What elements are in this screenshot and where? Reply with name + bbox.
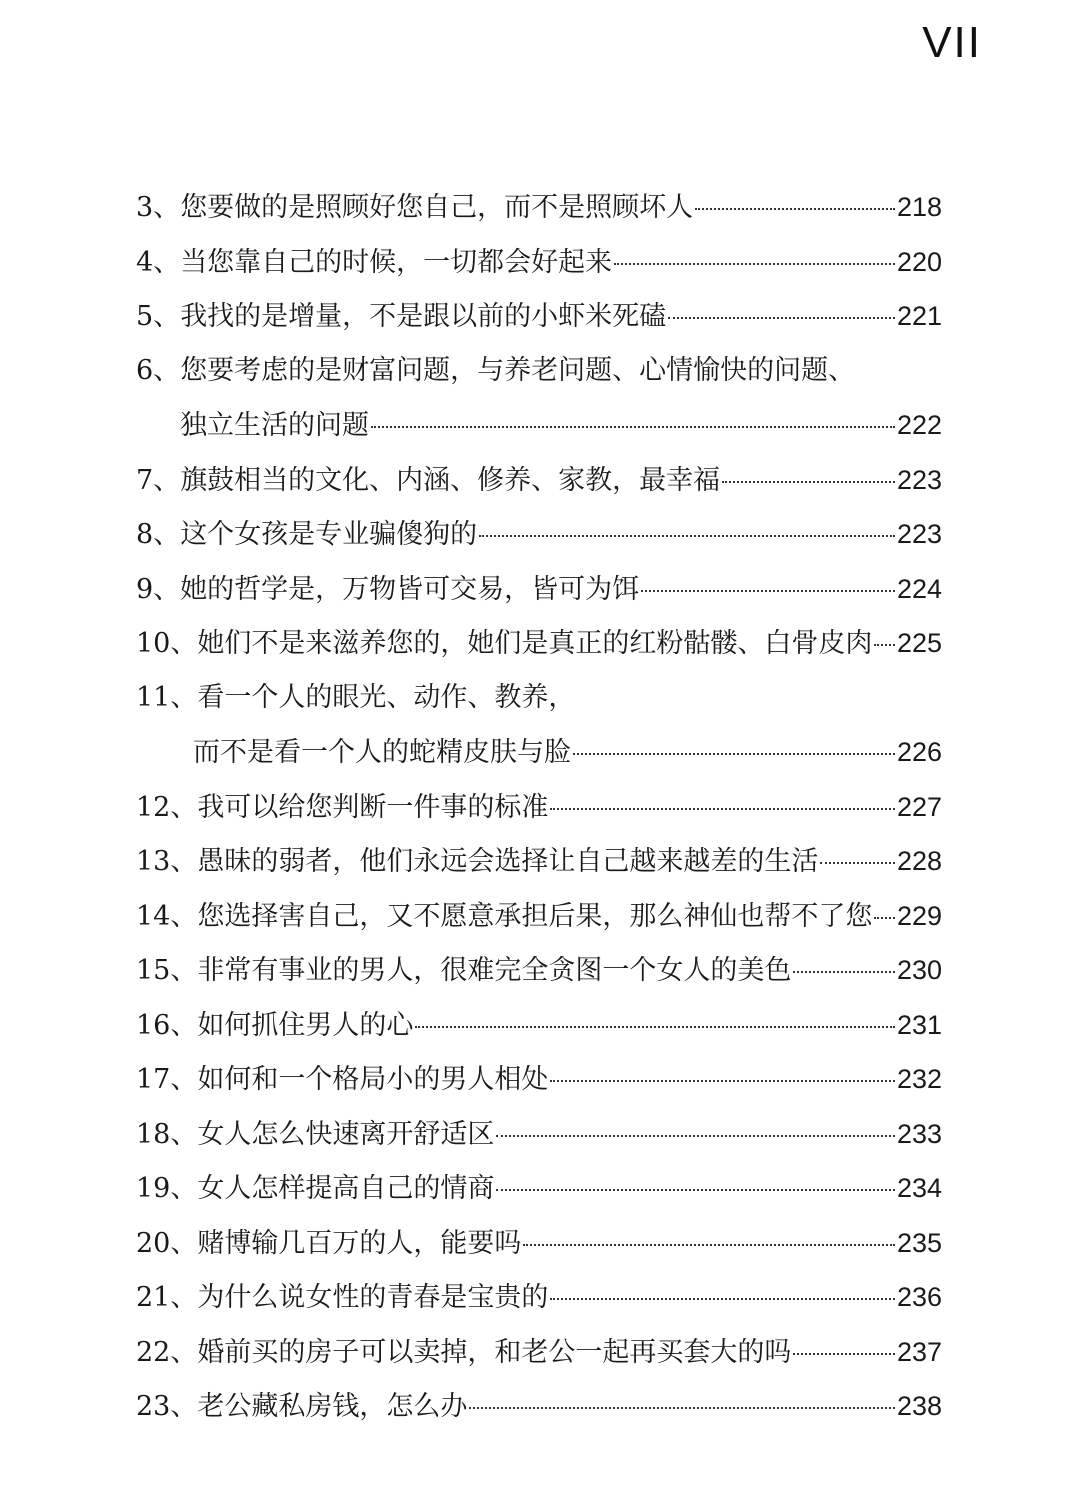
toc-line <box>136 1052 942 1107</box>
toc-entry-13 <box>136 834 942 889</box>
toc-entry-23 <box>136 1379 942 1434</box>
toc-entry-8 <box>136 507 942 562</box>
dot-leader <box>415 1026 895 1028</box>
entry-number: 7、 <box>136 464 181 496</box>
toc-entry-15 <box>136 943 942 998</box>
toc-line <box>136 344 942 399</box>
entry-title: 婚前买的房子可以卖掉，和老公一起再买套大的吗 <box>197 1336 792 1368</box>
entry-number: 9、 <box>136 573 181 605</box>
entry-page: 222 <box>896 410 942 440</box>
toc-entry-9 <box>136 562 942 617</box>
entry-number: 20、 <box>136 1227 198 1259</box>
entry-number: 3、 <box>136 192 181 223</box>
toc-entry-17 <box>136 1052 942 1107</box>
entry-number: 13、 <box>136 846 198 877</box>
entry-title: 旗鼓相当的文化、内涵、修养、家教，最幸福 <box>180 464 721 496</box>
entry-number: 14、 <box>136 900 198 932</box>
toc-entry-12 <box>136 780 942 835</box>
entry-number: 21、 <box>136 1282 198 1313</box>
entry-title: 这个女孩是专业骗傻狗的 <box>180 519 478 550</box>
toc-entry-7 <box>136 453 942 508</box>
dot-leader <box>793 1353 895 1355</box>
toc-line <box>136 1107 942 1162</box>
entry-page: 223 <box>896 519 942 549</box>
entry-title: 我找的是增量，不是跟以前的小虾米死磕 <box>180 301 667 332</box>
entry-page: 228 <box>896 846 942 876</box>
entry-title: 为什么说女性的青春是宝贵的 <box>197 1282 549 1313</box>
toc-line <box>136 289 942 344</box>
entry-number: 17、 <box>136 1064 198 1095</box>
entry-page: 218 <box>896 192 942 222</box>
toc-line <box>136 943 942 998</box>
dot-leader <box>469 1407 895 1409</box>
toc-entry-14 <box>136 889 942 944</box>
dot-leader <box>371 426 895 428</box>
dot-leader <box>668 317 895 319</box>
toc-entry-21 <box>136 1270 942 1325</box>
dot-leader <box>496 1189 895 1191</box>
entry-number: 8、 <box>136 519 181 550</box>
entry-number: 5、 <box>136 301 181 332</box>
dot-leader <box>874 644 895 646</box>
toc-line <box>136 998 942 1053</box>
toc-entry-22 <box>136 1325 942 1380</box>
dot-leader <box>523 1244 895 1246</box>
toc-line <box>136 780 942 835</box>
toc-line <box>136 1161 942 1216</box>
entry-number: 22、 <box>136 1336 198 1368</box>
entry-number: 18、 <box>136 1118 198 1150</box>
toc-line <box>136 1379 942 1434</box>
toc-entry-4 <box>136 235 942 290</box>
dot-leader <box>874 917 895 919</box>
entry-page: 224 <box>896 573 942 604</box>
dot-leader <box>614 263 895 265</box>
toc-line <box>136 235 942 290</box>
entry-number: 12、 <box>136 791 198 823</box>
entry-title-line2: 独立生活的问题 <box>180 410 369 441</box>
entry-title: 您要做的是照顾好您自己，而不是照顾坏人 <box>180 192 694 223</box>
entry-title: 您选择害自己，又不愿意承担后果，那么神仙也帮不了您 <box>197 900 873 932</box>
toc-line <box>136 889 942 944</box>
toc-line <box>136 1270 942 1325</box>
entry-page: 226 <box>896 737 942 767</box>
toc-entry-19 <box>136 1161 942 1216</box>
entry-page: 223 <box>896 464 942 495</box>
entry-page: 220 <box>896 246 942 277</box>
toc-entry-18 <box>136 1107 942 1162</box>
entry-page: 235 <box>896 1227 942 1258</box>
toc-entry-6 <box>136 344 942 453</box>
dot-leader <box>550 1298 895 1300</box>
toc-entry-11 <box>136 671 942 780</box>
toc-line <box>136 616 942 671</box>
dot-leader <box>479 535 895 537</box>
toc-entry-10 <box>136 616 942 671</box>
toc-line <box>136 1216 942 1271</box>
entry-title: 女人怎么快速离开舒适区 <box>197 1118 495 1150</box>
entry-page: 236 <box>896 1282 942 1312</box>
table-of-contents <box>136 180 942 1434</box>
entry-title-line1: 看一个人的眼光、动作、教养， <box>197 681 576 713</box>
toc-line-continued <box>136 398 942 453</box>
dot-leader <box>573 753 895 755</box>
entry-title: 她的哲学是，万物皆可交易，皆可为饵 <box>180 573 640 605</box>
entry-number: 4、 <box>136 246 181 278</box>
toc-line <box>136 453 942 508</box>
entry-page: 238 <box>896 1391 942 1421</box>
toc-line <box>136 507 942 562</box>
dot-leader <box>722 481 895 483</box>
entry-title: 我可以给您判断一件事的标准 <box>197 791 549 823</box>
entry-title: 非常有事业的男人，很难完全贪图一个女人的美色 <box>197 955 792 986</box>
dot-leader <box>820 862 895 864</box>
entry-page: 231 <box>896 1009 942 1040</box>
entry-number: 19、 <box>136 1173 198 1204</box>
entry-title: 如何和一个格局小的男人相处 <box>197 1064 549 1095</box>
entry-number: 23、 <box>136 1391 198 1422</box>
toc-entry-3 <box>136 180 942 235</box>
toc-entry-16 <box>136 998 942 1053</box>
toc-line <box>136 562 942 617</box>
toc-line <box>136 180 942 235</box>
entry-title-line2: 而不是看一个人的蛇精皮肤与脸 <box>193 737 571 768</box>
entry-title-line1: 您要考虑的是财富问题，与养老问题、心情愉快的问题、 <box>180 354 856 386</box>
toc-line <box>136 834 942 889</box>
entry-page: 225 <box>896 628 942 658</box>
entry-page: 232 <box>896 1064 942 1094</box>
entry-number: 10、 <box>136 628 198 659</box>
toc-entry-5 <box>136 289 942 344</box>
entry-page: 221 <box>896 301 942 331</box>
dot-leader <box>695 208 895 210</box>
dot-leader <box>550 1080 895 1082</box>
entry-title: 当您靠自己的时候，一切都会好起来 <box>180 246 613 278</box>
entry-title: 如何抓住男人的心 <box>197 1009 414 1041</box>
toc-line <box>136 671 942 726</box>
dot-leader <box>641 590 895 592</box>
entry-page: 230 <box>896 955 942 985</box>
entry-page: 233 <box>896 1118 942 1149</box>
entry-page: 229 <box>896 900 942 931</box>
page-number: VII <box>922 18 982 67</box>
toc-line-continued <box>136 725 942 780</box>
entry-title: 她们不是来滋养您的，她们是真正的红粉骷髅、白骨皮肉 <box>197 628 873 659</box>
dot-leader <box>496 1135 895 1137</box>
entry-page: 227 <box>896 791 942 822</box>
entry-title: 愚昧的弱者，他们永远会选择让自己越来越差的生活 <box>197 846 819 877</box>
entry-number: 15、 <box>136 955 198 986</box>
entry-number: 16、 <box>136 1009 198 1041</box>
entry-title: 老公藏私房钱，怎么办 <box>197 1391 468 1422</box>
entry-page: 237 <box>896 1336 942 1367</box>
dot-leader <box>793 971 895 973</box>
entry-title: 赌博输几百万的人，能要吗 <box>197 1227 522 1259</box>
dot-leader <box>550 808 895 810</box>
entry-number: 6、 <box>136 354 181 386</box>
entry-number: 11、 <box>136 681 198 713</box>
entry-title: 女人怎样提高自己的情商 <box>197 1173 495 1204</box>
toc-line <box>136 1325 942 1380</box>
toc-entry-20 <box>136 1216 942 1271</box>
entry-page: 234 <box>896 1173 942 1203</box>
